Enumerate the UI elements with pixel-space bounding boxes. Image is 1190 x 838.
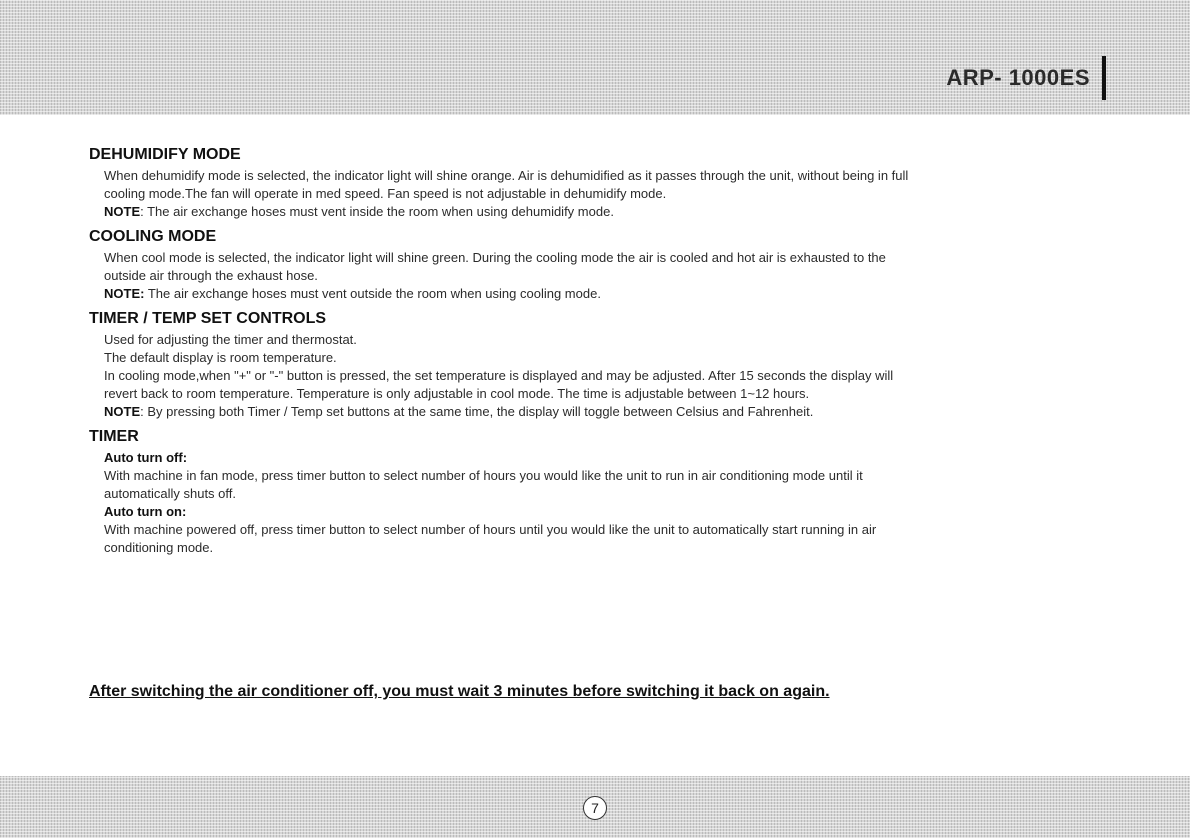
model-code: ARP- 1000ES <box>946 65 1090 90</box>
note-label: NOTE <box>104 404 141 419</box>
note-text: The air exchange hoses must vent outside the room when using cooling mode. <box>144 286 601 301</box>
body-line: With machine powered off, press timer button to select number of hours until you would like the unit to automatically start running in air <box>104 522 877 537</box>
section-cooling-mode <box>89 227 1099 303</box>
note-line <box>104 285 1099 303</box>
note-line <box>104 403 1099 421</box>
body-line: conditioning mode. <box>104 540 214 555</box>
manual-content <box>89 145 1099 563</box>
section-body <box>89 331 1099 421</box>
body-line: In cooling mode,when "+" or "-" button is pressed, the set temperature is displayed and may be adjusted. After 15 seconds the display will <box>104 368 894 383</box>
body-line: outside air through the exhaust hose. <box>104 268 318 283</box>
body-line: When cool mode is selected, the indicator light will shine green. During the cooling mode the air is cooled and hot air is exhausted to the <box>104 250 886 265</box>
section-dehumidify-mode <box>89 145 1099 221</box>
body-line: revert back to room temperature. Temperature is only adjustable in cool mode. The time is adjustable between 1~12 hours. <box>104 386 810 401</box>
model-label <box>946 56 1106 100</box>
section-heading: TIMER / TEMP SET CONTROLS <box>89 310 327 327</box>
note-line <box>104 203 1099 221</box>
section-heading: COOLING MODE <box>89 228 217 245</box>
note-label: NOTE <box>104 204 141 219</box>
section-timer-temp-controls <box>89 309 1099 421</box>
page-number: 7 <box>583 796 607 820</box>
note-text: : The air exchange hoses must vent inside the room when using dehumidify mode. <box>140 204 614 219</box>
body-line: cooling mode.The fan will operate in med speed. Fan speed is not adjustable in dehumidify mode. <box>104 186 667 201</box>
section-body <box>89 449 1099 557</box>
body-line: The default display is room temperature. <box>104 350 337 365</box>
warning-notice: After switching the air conditioner off, you must wait 3 minutes before switching it back on again. <box>89 683 830 700</box>
body-line: automatically shuts off. <box>104 486 236 501</box>
section-heading: DEHUMIDIFY MODE <box>89 146 241 163</box>
note-text: : By pressing both Timer / Temp set buttons at the same time, the display will toggle between Celsius and Fahrenheit. <box>140 404 814 419</box>
section-timer <box>89 427 1099 557</box>
body-line: When dehumidify mode is selected, the indicator light will shine orange. Air is dehumidified as it passes through the unit, without being in full <box>104 168 909 183</box>
section-body <box>89 249 1099 303</box>
section-body <box>89 167 1099 221</box>
body-line: With machine in fan mode, press timer button to select number of hours you would like the unit to run in air conditioning mode until it <box>104 468 863 483</box>
note-label: NOTE: <box>104 286 145 301</box>
sub-heading-auto-off: Auto turn off: <box>104 450 188 465</box>
body-line: Used for adjusting the timer and thermostat. <box>104 332 357 347</box>
header-divider <box>1102 56 1106 100</box>
section-heading: TIMER <box>89 428 139 445</box>
sub-heading-auto-on: Auto turn on: <box>104 504 187 519</box>
